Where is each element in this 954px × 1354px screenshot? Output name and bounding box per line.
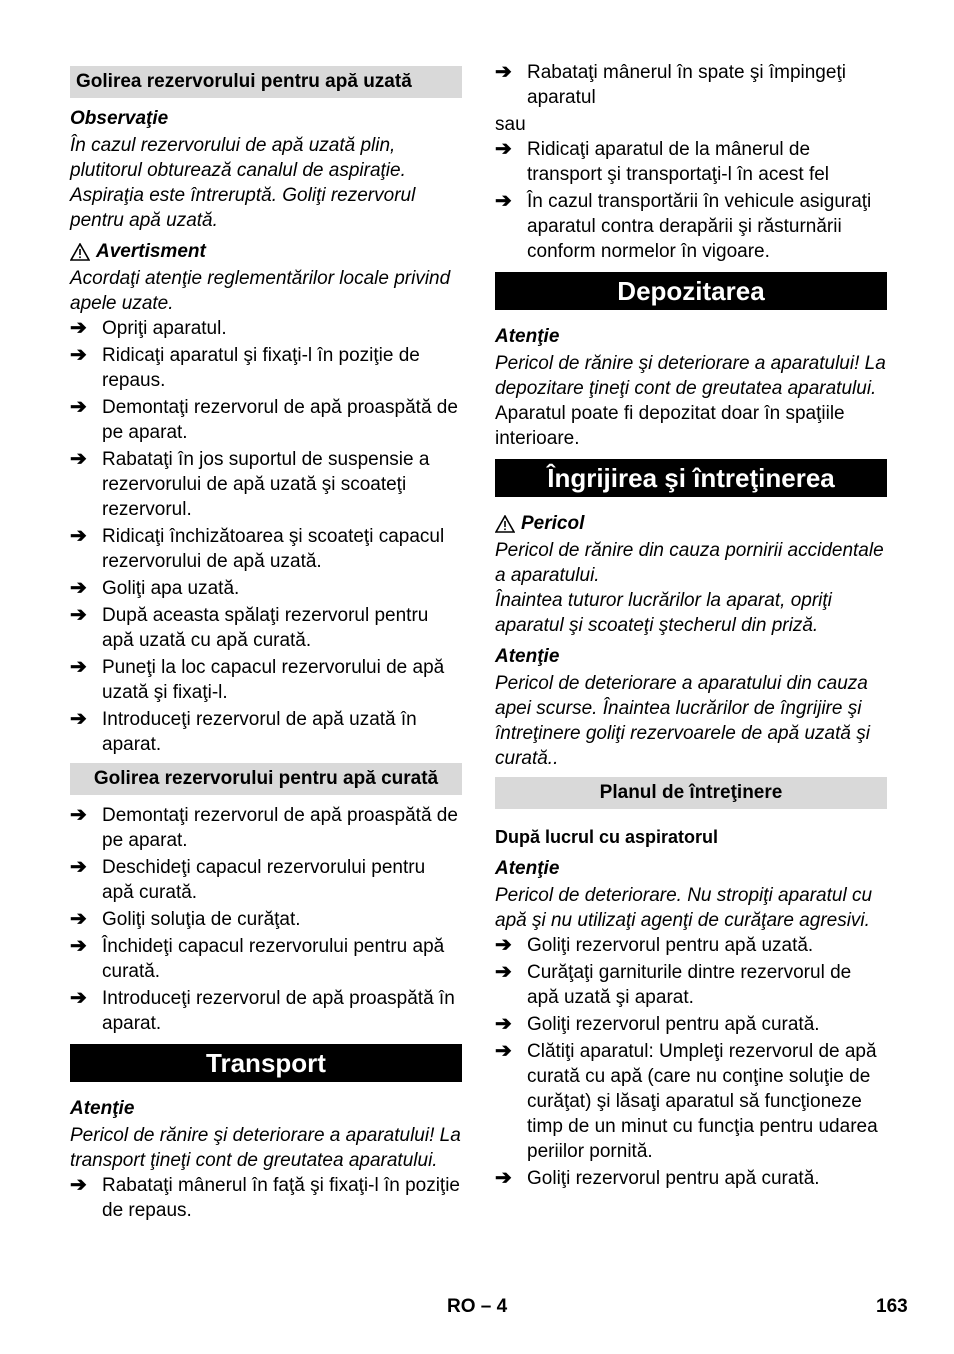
section-heading-waste-water: Golirea rezervorului pentru apă uzată [70, 66, 462, 98]
transport-steps-right-b [495, 137, 887, 264]
arrow-right-icon: ➔ [495, 190, 512, 212]
list-item: ➔ Demontaţi rezervorul de apă proaspătă de pe aparat. [70, 804, 458, 851]
subheading-after-work: După lucrul cu aspiratorul [495, 827, 719, 847]
list-item: ➔ Clătiţi aparatul: Umpleţi rezervorul de apă curată cu apă (care nu conţine soluţie de curăţat) şi lăsaţi aparatul să funcţioneze timp de un minut cu funcţia pentru udarea periilor pornită. [495, 1040, 878, 1162]
list-item: ➔ Goliţi rezervorul pentru apă curată. [495, 1013, 820, 1035]
arrow-right-icon: ➔ [70, 1174, 87, 1196]
storage-text: Aparatul poate fi depozitat doar în spaţiile interioare. [495, 403, 845, 449]
chapter-heading-transport: Transport [70, 1044, 462, 1082]
warning-triangle-icon [495, 515, 515, 533]
arrow-right-icon: ➔ [495, 961, 512, 983]
danger-label [495, 511, 887, 536]
list-item: ➔ Ridicaţi aparatul şi fixaţi-l în poziţie de repaus. [70, 344, 420, 391]
list-item: ➔ Ridicaţi aparatul de la mânerul de transport şi transportaţi-l în acest fel [495, 138, 830, 185]
arrow-right-icon: ➔ [495, 934, 512, 956]
danger-text-2: Înaintea tuturor lucrărilor la aparat, opriţi aparatul şi scoateţi ştecherul din priză. [495, 590, 832, 636]
section-heading-maintenance-plan: Planul de întreţinere [495, 777, 887, 809]
transport-steps-right-a [495, 60, 887, 110]
care-attention-label: Atenţie [495, 646, 560, 667]
danger-text-1: Pericol de rănire din cauza pornirii accidentale a aparatului. [495, 540, 884, 586]
observation-text: În cazul rezervorului de apă uzată plin, plutitorul obturează canalul de aspiraţie. Aspiraţia este întreruptă. Goliţi rezervorul pentru apă uzată. [70, 135, 416, 231]
arrow-right-icon: ➔ [495, 1167, 512, 1189]
storage-attention-label: Atenţie [495, 326, 560, 347]
arrow-right-icon: ➔ [70, 708, 87, 730]
clean-water-steps [70, 803, 462, 1036]
storage-attention-text: Pericol de rănire şi deteriorare a aparatului! La depozitare ţineţi cont de greutatea aparatului. [495, 353, 886, 399]
arrow-right-icon: ➔ [70, 344, 87, 366]
transport-steps-left [70, 1173, 462, 1223]
list-item: ➔ Opriţi aparatul. [70, 317, 227, 339]
list-item: ➔ Introduceţi rezervorul de apă uzată în aparat. [70, 708, 417, 755]
arrow-right-icon: ➔ [70, 577, 87, 599]
warning-text: Acordaţi atenţie reglementărilor locale privind apele uzate. [70, 268, 451, 314]
list-item: ➔ Goliţi rezervorul pentru apă curată. [495, 1167, 820, 1189]
list-item: ➔ Rabataţi în jos suportul de suspensie a rezervorului de apă uzată şi scoateţi rezervorul. [70, 448, 430, 520]
list-item: ➔ Puneţi la loc capacul rezervorului de apă uzată şi fixaţi-l. [70, 656, 445, 703]
arrow-right-icon: ➔ [495, 138, 512, 160]
arrow-right-icon: ➔ [70, 908, 87, 930]
warning-label-text: Avertisment [96, 241, 206, 262]
after-attention-text: Pericol de deteriorare. Nu stropiţi aparatul cu apă şi nu utilizaţi agenţi de curăţare agresivi. [495, 885, 873, 931]
danger-label-text: Pericol [521, 513, 585, 534]
arrow-right-icon: ➔ [70, 525, 87, 547]
list-item: ➔ Introduceţi rezervorul de apă proaspătă în aparat. [70, 987, 455, 1034]
list-item: ➔ Deschideţi capacul rezervorului pentru apă curată. [70, 856, 426, 903]
list-item: ➔ Curăţaţi garniturile dintre rezervorul de apă uzată şi aparat. [495, 961, 852, 1008]
warning-label [70, 239, 462, 264]
observation-label: Observaţie [70, 108, 169, 129]
warning-triangle-icon [70, 243, 90, 261]
list-item: ➔ Demontaţi rezervorul de apă proaspătă de pe aparat. [70, 396, 458, 443]
list-item: ➔ Goliţi soluţia de curăţat. [70, 908, 301, 930]
after-attention-label: Atenţie [495, 858, 560, 879]
or-text: sau [495, 114, 526, 135]
arrow-right-icon: ➔ [70, 396, 87, 418]
list-item: ➔ Rabataţi mânerul în spate şi împingeţi aparatul [495, 61, 846, 108]
arrow-right-icon: ➔ [70, 935, 87, 957]
chapter-heading-storage: Depozitarea [495, 272, 887, 310]
footer-language-page: RO – 4 [447, 1296, 508, 1317]
care-attention-text: Pericol de deteriorare a aparatului din cauza apei scurse. Înaintea lucrărilor de îngrijire şi întreţinere goliţi rezervoarele de apă uzată şi curată.. [495, 673, 870, 769]
list-item: ➔ După aceasta spălaţi rezervorul pentru apă uzată cu apă curată. [70, 604, 429, 651]
chapter-heading-care: Îngrijirea şi întreţinerea [495, 459, 887, 497]
arrow-right-icon: ➔ [70, 317, 87, 339]
arrow-right-icon: ➔ [70, 856, 87, 878]
arrow-right-icon: ➔ [70, 604, 87, 626]
list-item: ➔ Închideţi capacul rezervorului pentru apă curată. [70, 935, 445, 982]
arrow-right-icon: ➔ [495, 1040, 512, 1062]
arrow-right-icon: ➔ [70, 987, 87, 1009]
left-column [70, 60, 462, 1225]
arrow-right-icon: ➔ [495, 1013, 512, 1035]
arrow-right-icon: ➔ [70, 804, 87, 826]
list-item: ➔ În cazul transportării în vehicule asiguraţi aparatul contra derapării şi răsturnării conform normelor în vigoare. [495, 190, 872, 262]
arrow-right-icon: ➔ [70, 448, 87, 470]
after-work-steps [495, 933, 887, 1191]
arrow-right-icon: ➔ [70, 656, 87, 678]
waste-water-steps [70, 316, 462, 757]
arrow-right-icon: ➔ [495, 61, 512, 83]
right-column [495, 60, 887, 1193]
list-item: ➔ Goliţi apa uzată. [70, 577, 240, 599]
list-item: ➔ Ridicaţi închizătoarea şi scoateţi capacul rezervorului de apă uzată. [70, 525, 445, 572]
list-item: ➔ Rabataţi mânerul în faţă şi fixaţi-l în poziţie de repaus. [70, 1174, 461, 1221]
list-item: ➔ Goliţi rezervorul pentru apă uzată. [495, 934, 814, 956]
section-heading-clean-water: Golirea rezervorului pentru apă curată [70, 763, 462, 795]
transport-attention-label: Atenţie [70, 1098, 135, 1119]
page-number: 163 [876, 1296, 908, 1317]
transport-attention-text: Pericol de rănire şi deteriorare a aparatului! La transport ţineţi cont de greutatea aparatului. [70, 1125, 461, 1171]
